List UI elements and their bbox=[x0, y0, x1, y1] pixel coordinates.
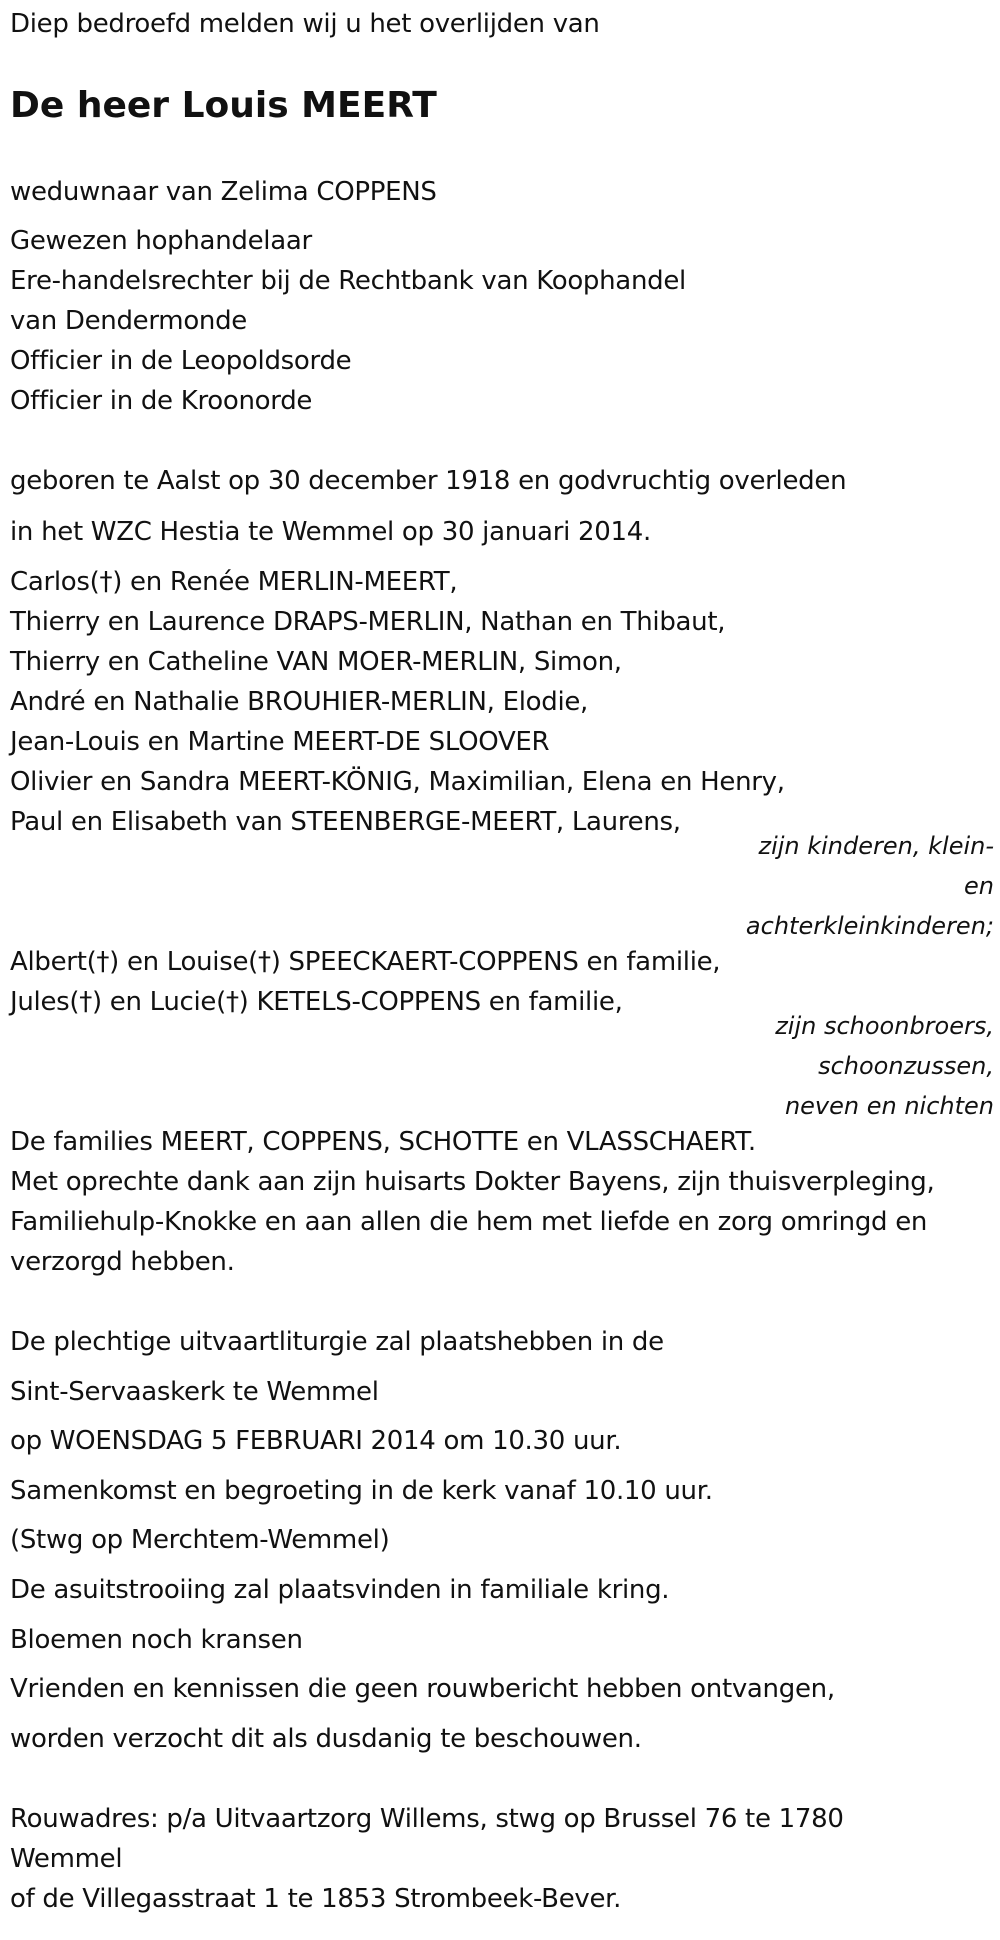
thanks-line: Met oprechte dank aan zijn huisarts Dokter Bayens, zijn thuisverpleging, bbox=[10, 1167, 935, 1197]
deceased-name: De heer Louis MEERT bbox=[10, 85, 437, 126]
birth-death-line: geboren te Aalst op 30 december 1918 en godvruchtig overleden bbox=[10, 466, 847, 496]
children-line: Thierry en Catheline VAN MOER-MERLIN, Simon, bbox=[10, 647, 622, 677]
in-laws-role-line: neven en nichten bbox=[784, 1092, 994, 1120]
children-role-line: zijn kinderen, klein- bbox=[758, 832, 994, 860]
children-line: Jean-Louis en Martine MEERT-DE SLOOVER bbox=[10, 727, 550, 757]
address-line: Rouwadres: p/a Uitvaartzorg Willems, stwg op Brussel 76 te 1780 bbox=[10, 1804, 844, 1834]
children-role-line: achterkleinkinderen; bbox=[745, 912, 994, 940]
thanks-line: verzorgd hebben. bbox=[10, 1247, 235, 1277]
title-line: Ere-handelsrechter bij de Rechtbank van Koophandel bbox=[10, 266, 686, 296]
title-line: Gewezen hophandelaar bbox=[10, 226, 312, 256]
thanks-line: Familiehulp-Knokke en aan allen die hem met liefde en zorg omringd en bbox=[10, 1207, 928, 1237]
title-line: Officier in de Kroonorde bbox=[10, 386, 313, 416]
title-line: van Dendermonde bbox=[10, 306, 248, 336]
children-line: Paul en Elisabeth van STEENBERGE-MEERT, Laurens, bbox=[10, 807, 681, 837]
ceremony-line: (Stwg op Merchtem-Wemmel) bbox=[10, 1525, 390, 1555]
ceremony-line: Samenkomst en begroeting in de kerk vanaf 10.10 uur. bbox=[10, 1476, 713, 1506]
ceremony-line: Vrienden en kennissen die geen rouwbericht hebben ontvangen, bbox=[10, 1674, 835, 1704]
children-line: Olivier en Sandra MEERT-KÖNIG, Maximilian, Elena en Henry, bbox=[10, 767, 785, 797]
in-laws-role-line: schoonzussen, bbox=[818, 1052, 994, 1080]
children-line: Carlos(†) en Renée MERLIN-MEERT, bbox=[10, 567, 458, 597]
ceremony-line: Bloemen noch kransen bbox=[10, 1625, 303, 1655]
in-laws-line: Jules(†) en Lucie(†) KETELS-COPPENS en familie, bbox=[10, 987, 623, 1017]
title-line: Officier in de Leopoldsorde bbox=[10, 346, 352, 376]
birth-death-line: in het WZC Hestia te Wemmel op 30 januari 2014. bbox=[10, 517, 651, 547]
families-line: De families MEERT, COPPENS, SCHOTTE en VLASSCHAERT. bbox=[10, 1127, 756, 1157]
ceremony-line: De asuitstrooiing zal plaatsvinden in familiale kring. bbox=[10, 1575, 670, 1605]
widower-line: weduwnaar van Zelima COPPENS bbox=[10, 177, 437, 207]
ceremony-line: De plechtige uitvaartliturgie zal plaatshebben in de bbox=[10, 1327, 664, 1357]
in-laws-role-line: zijn schoonbroers, bbox=[775, 1012, 994, 1040]
children-role-line: en bbox=[964, 872, 994, 900]
children-line: André en Nathalie BROUHIER-MERLIN, Elodie, bbox=[10, 687, 589, 717]
in-laws-line: Albert(†) en Louise(†) SPEECKAERT-COPPENS en familie, bbox=[10, 947, 721, 977]
ceremony-line: worden verzocht dit als dusdanig te beschouwen. bbox=[10, 1724, 642, 1754]
intro-text: Diep bedroefd melden wij u het overlijden van bbox=[10, 9, 600, 39]
ceremony-line: op WOENSDAG 5 FEBRUARI 2014 om 10.30 uur. bbox=[10, 1426, 622, 1456]
ceremony-line: Sint-Servaaskerk te Wemmel bbox=[10, 1377, 379, 1407]
address-line: of de Villegasstraat 1 te 1853 Strombeek-Bever. bbox=[10, 1884, 622, 1914]
children-line: Thierry en Laurence DRAPS-MERLIN, Nathan en Thibaut, bbox=[10, 607, 726, 637]
address-line: Wemmel bbox=[10, 1844, 123, 1874]
